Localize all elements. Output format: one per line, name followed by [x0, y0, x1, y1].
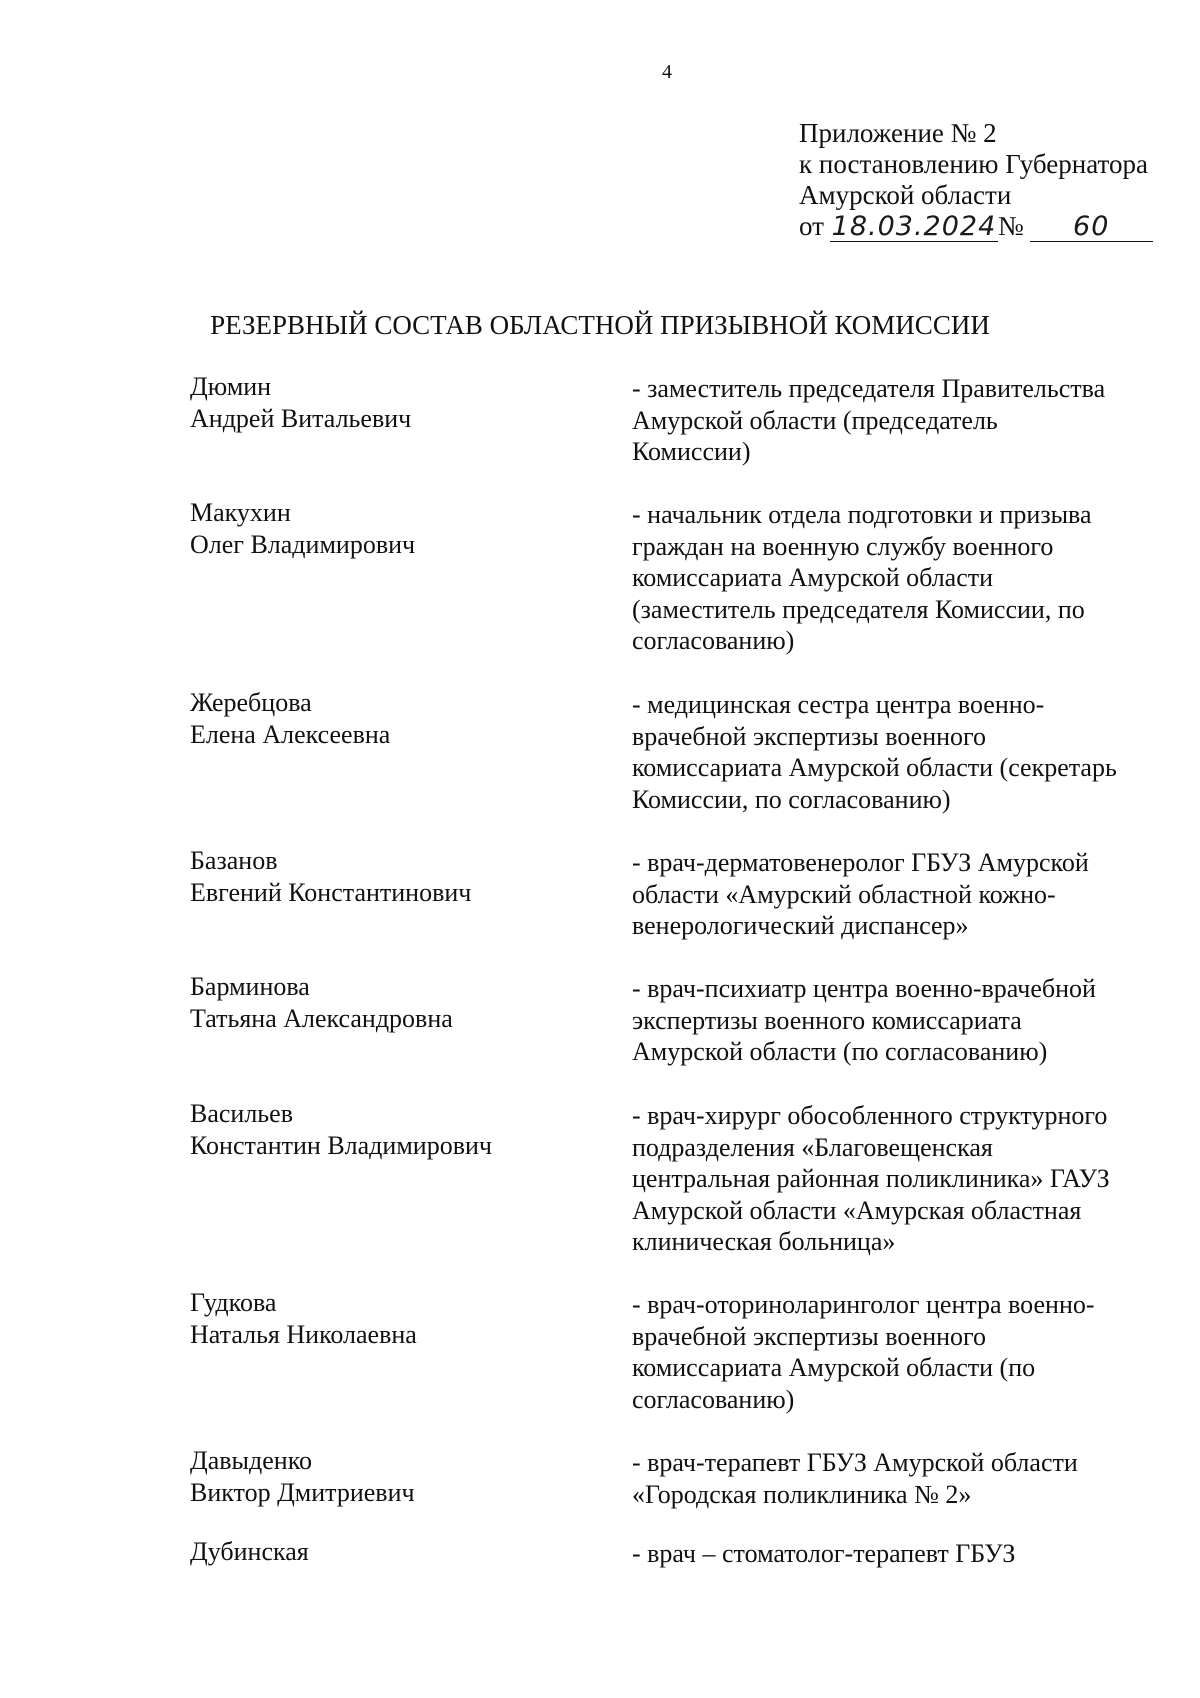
- member-surname: Жеребцова: [190, 688, 312, 717]
- member-role: - врач – стоматолог-терапевт ГБУЗ: [632, 1539, 1016, 1568]
- member-name: [190, 1098, 492, 1161]
- member-role: - врач-терапевт ГБУЗ Амурской области «Городская поликлиника № 2»: [632, 1448, 1078, 1509]
- member-given-name: Андрей Витальевич: [190, 403, 412, 433]
- member-surname: Васильев: [190, 1099, 293, 1128]
- appendix-date-line: [799, 211, 1153, 242]
- member-surname: Давыденко: [190, 1446, 313, 1475]
- member-surname: Дубинская: [190, 1537, 309, 1566]
- appendix-line-3: Амурской области: [799, 180, 1012, 210]
- member-surname: Гудкова: [190, 1288, 277, 1317]
- number-prefix: №: [997, 211, 1024, 241]
- member-name: [190, 497, 415, 560]
- member-name: [190, 1287, 417, 1350]
- number-field: [1030, 211, 1153, 242]
- member-given-name: Татьяна Александровна: [190, 1003, 453, 1033]
- member-role: - врач-хирург обособленного структурного подразделения «Благовещенская центральная районная поликлиника» ГАУЗ Амурской области «Амурская областная клиническая больница»: [632, 1101, 1110, 1256]
- appendix-header: [799, 118, 1153, 242]
- member-name: [190, 1445, 415, 1508]
- member-surname: Базанов: [190, 846, 278, 875]
- member-surname: Дюмин: [190, 372, 272, 401]
- member-given-name: Виктор Дмитриевич: [190, 1477, 415, 1507]
- member-role: - врач-оториноларинголог центра военно- врачебной экспертизы военного комиссариата Амурской области (по согласованию): [632, 1290, 1095, 1414]
- member-given-name: Евгений Константинович: [190, 877, 472, 907]
- member-role: - медицинская сестра центра военно- врачебной экспертизы военного комиссариата Амурской области (секретарь Комиссии, по согласованию): [632, 690, 1117, 814]
- member-role: - врач-психиатр центра военно-врачебной экспертизы военного комиссариата Амурской области (по согласованию): [632, 974, 1096, 1066]
- member-role: - заместитель председателя Правительства Амурской области (председатель Комиссии): [632, 374, 1106, 466]
- appendix-line-2: к постановлению Губернатора: [799, 149, 1148, 179]
- member-role: - начальник отдела подготовки и призыва граждан на военную службу военного комиссариата Амурской области (заместитель председателя Комиссии, по согласованию): [632, 500, 1092, 655]
- member-name: [190, 971, 453, 1034]
- member-name: [190, 845, 471, 908]
- member-name: [190, 1536, 309, 1568]
- date-field: [830, 211, 998, 242]
- document-title: РЕЗЕРВНЫЙ СОСТАВ ОБЛАСТНОЙ ПРИЗЫВНОЙ КОМИССИИ: [210, 310, 990, 340]
- member-given-name: Олег Владимирович: [190, 529, 416, 559]
- appendix-line-1: Приложение № 2: [799, 118, 997, 148]
- date-prefix: от: [799, 211, 824, 241]
- member-role: - врач-дерматовенеролог ГБУЗ Амурской области «Амурский областной кожно- венерологический диспансер»: [632, 848, 1089, 940]
- member-name: [190, 687, 390, 750]
- member-name: [190, 371, 411, 434]
- member-surname: Макухин: [190, 498, 291, 527]
- handwritten-number: 60: [1073, 211, 1110, 242]
- handwritten-date: 18.03.2024: [831, 211, 997, 242]
- member-given-name: Наталья Николаевна: [190, 1319, 417, 1349]
- page-number: 4: [662, 61, 672, 83]
- member-given-name: Елена Алексеевна: [190, 719, 391, 749]
- member-surname: Барминова: [190, 972, 310, 1001]
- member-given-name: Константин Владимирович: [190, 1130, 492, 1160]
